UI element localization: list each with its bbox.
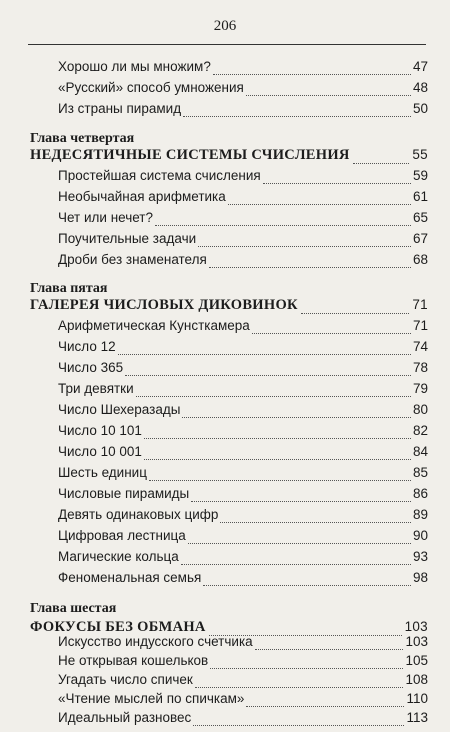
toc-entry bbox=[58, 339, 428, 359]
entry-page: 59 bbox=[412, 168, 428, 183]
leader-dots bbox=[263, 182, 411, 184]
chapter-label: Глава шестая bbox=[30, 601, 117, 616]
toc-entry bbox=[58, 465, 428, 485]
leader-dots bbox=[191, 500, 411, 502]
entry-page: 85 bbox=[412, 465, 428, 480]
leader-dots bbox=[195, 686, 404, 688]
leader-dots bbox=[182, 416, 411, 418]
toc-entry bbox=[58, 101, 428, 121]
entry-page: 86 bbox=[412, 486, 428, 501]
leader-dots bbox=[144, 458, 411, 460]
entry-title: Поучительные задачи bbox=[58, 231, 197, 246]
chapter-page: 71 bbox=[412, 297, 428, 312]
entry-title: Феноменальная семья bbox=[58, 570, 202, 585]
chapter-label: Глава пятая bbox=[30, 281, 108, 296]
entry-page: 105 bbox=[405, 653, 428, 668]
toc-entry bbox=[58, 168, 428, 188]
entry-title: Цифровая лестница bbox=[58, 528, 186, 543]
entry-page: 89 bbox=[412, 507, 428, 522]
leader-dots bbox=[183, 115, 411, 117]
leader-dots bbox=[213, 73, 411, 75]
page-number: 206 bbox=[213, 18, 237, 34]
leader-dots bbox=[203, 584, 411, 586]
entry-page: 103 bbox=[405, 634, 428, 649]
entry-title: Простейшая система счисления bbox=[58, 168, 261, 183]
leader-dots bbox=[118, 353, 411, 355]
chapter-title-row bbox=[30, 147, 428, 169]
entry-title: Число 10 101 bbox=[58, 423, 142, 438]
leader-dots bbox=[149, 479, 411, 481]
leader-dots bbox=[198, 245, 411, 247]
leader-dots bbox=[188, 542, 411, 544]
entry-title: Магические кольца bbox=[58, 549, 179, 564]
toc-entry bbox=[58, 672, 428, 692]
toc-entry bbox=[58, 402, 428, 422]
entry-title: Дроби без знаменателя bbox=[58, 252, 207, 267]
leader-dots bbox=[246, 705, 404, 707]
entry-title: Не открывая кошельков bbox=[58, 653, 209, 668]
leader-dots bbox=[144, 437, 411, 439]
header-rule bbox=[28, 44, 426, 45]
entry-page: 74 bbox=[412, 339, 428, 354]
leader-dots bbox=[193, 724, 404, 726]
entry-page: 50 bbox=[412, 101, 428, 116]
entry-page: 47 bbox=[412, 59, 428, 74]
entry-title: «Чтение мыслей по спичкам» bbox=[58, 691, 245, 706]
toc-entry bbox=[58, 80, 428, 100]
entry-title: Числовые пирамиды bbox=[58, 486, 190, 501]
toc-entry bbox=[58, 423, 428, 443]
toc-entry bbox=[58, 653, 428, 673]
leader-dots bbox=[181, 563, 411, 565]
leader-dots bbox=[155, 224, 411, 226]
leader-dots bbox=[136, 395, 411, 397]
leader-dots bbox=[125, 374, 411, 376]
entry-page: 98 bbox=[412, 570, 428, 585]
toc-entry bbox=[58, 318, 428, 338]
chapter-title: НЕДЕСЯТИЧНЫЕ СИСТЕМЫ СЧИСЛЕНИЯ bbox=[30, 147, 350, 163]
toc-entry bbox=[58, 570, 428, 590]
toc-entry bbox=[58, 231, 428, 251]
leader-dots bbox=[252, 332, 411, 334]
entry-title: Число Шехеразады bbox=[58, 402, 181, 417]
chapter-title-row bbox=[30, 297, 428, 319]
entry-page: 113 bbox=[406, 710, 428, 725]
entry-page: 90 bbox=[412, 528, 428, 543]
toc-entry bbox=[58, 507, 428, 527]
toc-entry bbox=[58, 252, 428, 272]
leader-dots bbox=[228, 203, 411, 205]
entry-title: Необычайная арифметика bbox=[58, 189, 226, 204]
entry-page: 110 bbox=[406, 691, 428, 706]
entry-title: Число 12 bbox=[58, 339, 116, 354]
leader-dots bbox=[255, 648, 404, 650]
entry-title: Число 10 001 bbox=[58, 444, 142, 459]
entry-page: 82 bbox=[412, 423, 428, 438]
entry-title: Хорошо ли мы множим? bbox=[58, 59, 211, 74]
entry-page: 80 bbox=[412, 402, 428, 417]
chapter-label: Глава четвертая bbox=[30, 131, 135, 146]
chapter-page: 55 bbox=[412, 147, 428, 162]
toc-entry bbox=[58, 549, 428, 569]
entry-title: Идеальный разновес bbox=[58, 710, 192, 725]
toc-entry bbox=[58, 691, 428, 711]
toc-entry bbox=[58, 444, 428, 464]
leader-dots bbox=[220, 521, 411, 523]
toc-entry bbox=[58, 210, 428, 230]
entry-title: Угадать число спичек bbox=[58, 672, 193, 687]
entry-title: Чет или нечет? bbox=[58, 210, 154, 225]
entry-title: Число 365 bbox=[58, 360, 124, 375]
entry-page: 71 bbox=[412, 318, 428, 333]
leader-dots bbox=[209, 266, 411, 268]
toc-entry bbox=[58, 710, 428, 730]
toc-entry bbox=[58, 634, 428, 654]
entry-title: «Русский» способ умножения bbox=[58, 80, 244, 95]
entry-page: 84 bbox=[412, 444, 428, 459]
chapter-title: ФОКУСЫ БЕЗ ОБМАНА bbox=[30, 619, 206, 635]
toc-entry bbox=[58, 381, 428, 401]
entry-page: 68 bbox=[412, 252, 428, 267]
toc-entry bbox=[58, 59, 428, 79]
entry-title: Три девятки bbox=[58, 381, 134, 396]
toc-entry bbox=[58, 189, 428, 209]
leader-dots bbox=[301, 312, 410, 314]
chapter-title: ГАЛЕРЕЯ ЧИСЛОВЫХ ДИКОВИНОК bbox=[30, 297, 298, 313]
leader-dots bbox=[246, 94, 411, 96]
entry-page: 79 bbox=[412, 381, 428, 396]
entry-page: 48 bbox=[412, 80, 428, 95]
entry-title: Искусство индусского счетчика bbox=[58, 634, 253, 649]
entry-page: 61 bbox=[412, 189, 428, 204]
entry-title: Из страны пирамид bbox=[58, 101, 182, 116]
entry-page: 65 bbox=[412, 210, 428, 225]
entry-page: 93 bbox=[412, 549, 428, 564]
toc-entry bbox=[58, 528, 428, 548]
leader-dots bbox=[210, 667, 403, 669]
entry-title: Арифметическая Кунсткамера bbox=[58, 318, 250, 333]
entry-page: 67 bbox=[412, 231, 428, 246]
entry-title: Девять одинаковых цифр bbox=[58, 507, 219, 522]
entry-page: 108 bbox=[405, 672, 428, 687]
toc-entry bbox=[58, 486, 428, 506]
toc-entry bbox=[58, 360, 428, 380]
entry-title: Шесть единиц bbox=[58, 465, 147, 480]
leader-dots bbox=[353, 162, 410, 164]
chapter-page: 103 bbox=[404, 619, 428, 634]
entry-page: 78 bbox=[412, 360, 428, 375]
